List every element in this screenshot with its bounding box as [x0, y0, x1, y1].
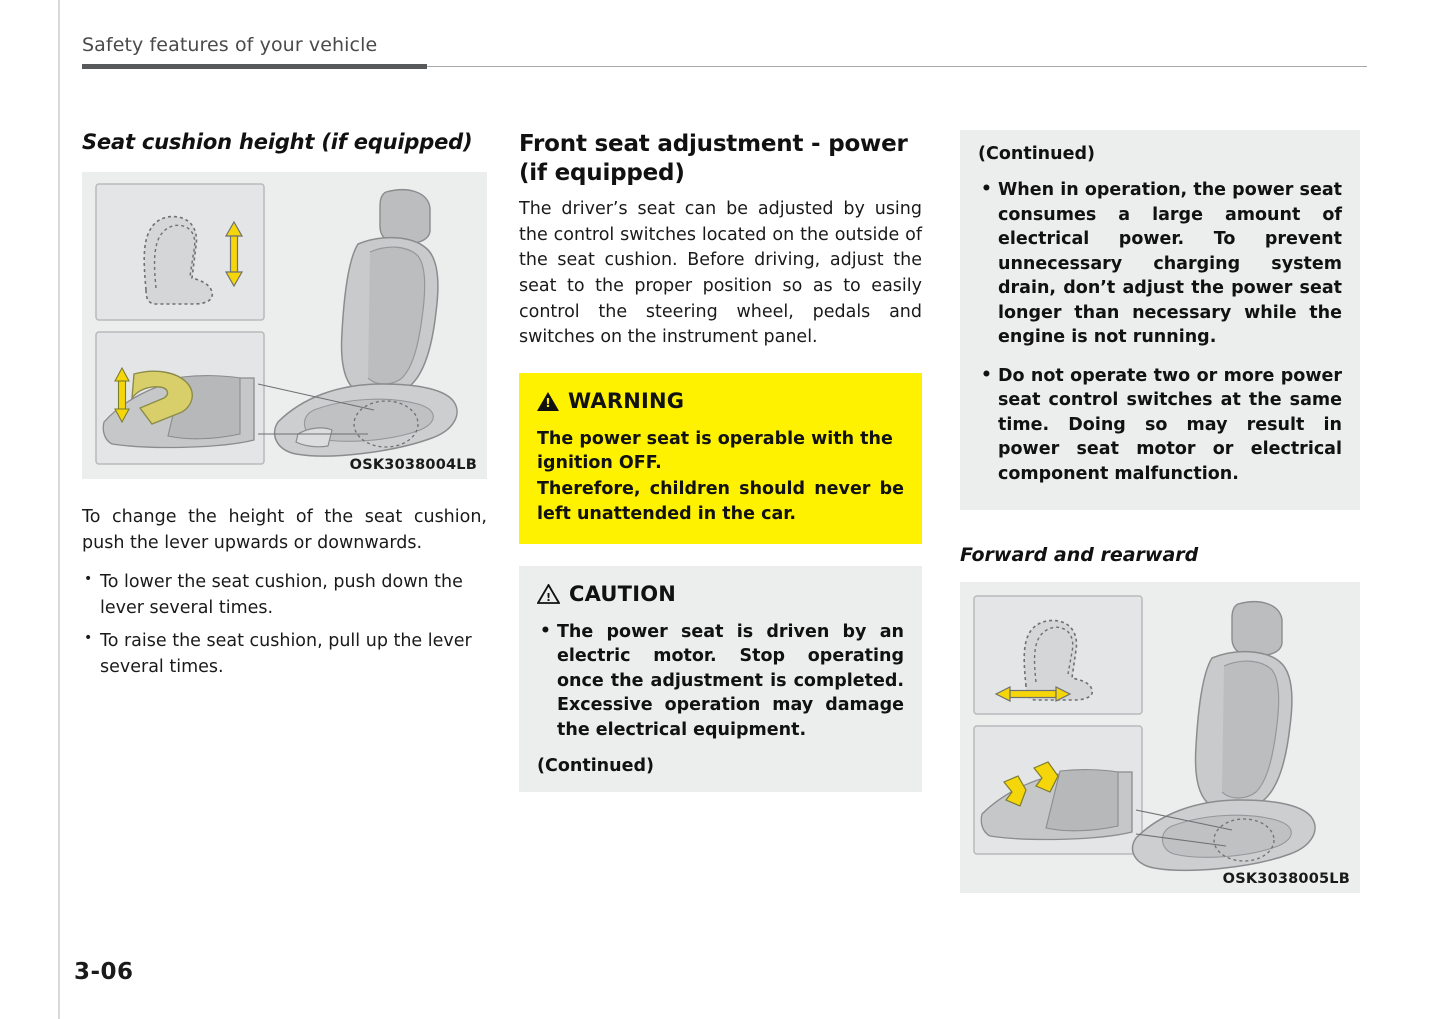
- figure-forward-rearward: [960, 582, 1360, 893]
- warning-header: [537, 389, 904, 413]
- page-spine: [58, 0, 60, 1019]
- svg-text:!: !: [545, 590, 552, 604]
- list-item: • The power seat is driven by an electric motor. Stop operating once the adjustment is completed. Excessive operation may damage the electrical equipment.: [537, 620, 904, 743]
- page-header: [0, 34, 1445, 74]
- list-item: • Do not operate two or more power seat control switches at the same time. Doing so may result in power seat motor or electrical component malfunction.: [978, 364, 1342, 487]
- caution-continued: (Continued): [537, 756, 654, 777]
- list-item: • When in operation, the power seat consumes a large amount of electrical power. To prevent unnecessary charging system drain, don’t adjust the power seat longer than necessary while the engine is not running.: [978, 178, 1342, 350]
- figure-seat-cushion-height: [82, 172, 487, 479]
- warning-label: WARNING: [568, 389, 685, 414]
- caution-box: [519, 566, 922, 793]
- warning-triangle-icon: !: [537, 392, 559, 411]
- caution-bullets: [537, 620, 904, 743]
- continued-bullets: [978, 178, 1342, 486]
- subsection-title-forward-rearward: Forward and rearward: [960, 544, 1199, 566]
- continued-header: (Continued): [978, 144, 1095, 164]
- caution-label: CAUTION: [569, 581, 677, 606]
- seat-cushion-height-illustration: [82, 172, 487, 479]
- page-title: Safety features of your vehicle: [82, 34, 378, 56]
- figure-caption: OSK3038005LB: [1222, 871, 1350, 887]
- page-number: 3-06: [74, 959, 134, 985]
- seat-cushion-paragraph: To change the height of the seat cushion, push the lever upwards or downwards.: [82, 507, 487, 553]
- column-left: [82, 130, 487, 688]
- column-center: [519, 130, 922, 792]
- section-title-seat-cushion-height: Seat cushion height (if equipped): [82, 130, 473, 154]
- warning-box: [519, 373, 922, 544]
- warning-text-line2: Therefore, children should never be left unattended in the car.: [537, 479, 904, 524]
- forward-rearward-illustration: [960, 582, 1360, 893]
- header-rule-light: [427, 66, 1367, 67]
- continued-box: [960, 130, 1360, 510]
- list-item: • To raise the seat cushion, pull up the lever several times.: [82, 629, 487, 680]
- caution-header: [537, 582, 904, 606]
- warning-text-line1: The power seat is operable with the ignition OFF.: [537, 429, 893, 474]
- list-item: • To lower the seat cushion, push down the lever several times.: [82, 570, 487, 621]
- caution-triangle-icon: [537, 584, 560, 604]
- column-right: [960, 130, 1360, 893]
- header-rule-dark: [82, 64, 427, 69]
- seat-cushion-bullets: [82, 570, 487, 680]
- section-title-front-seat-adjustment: Front seat adjustment - power (if equipped): [519, 131, 908, 187]
- figure-caption: OSK3038004LB: [349, 457, 477, 473]
- front-seat-paragraph: The driver’s seat can be adjusted by using the control switches located on the outside of the seat cushion. Before driving, adjust the seat to the proper position so as to easily control the steering wheel, pedals and switches on the instrument panel.: [519, 198, 922, 348]
